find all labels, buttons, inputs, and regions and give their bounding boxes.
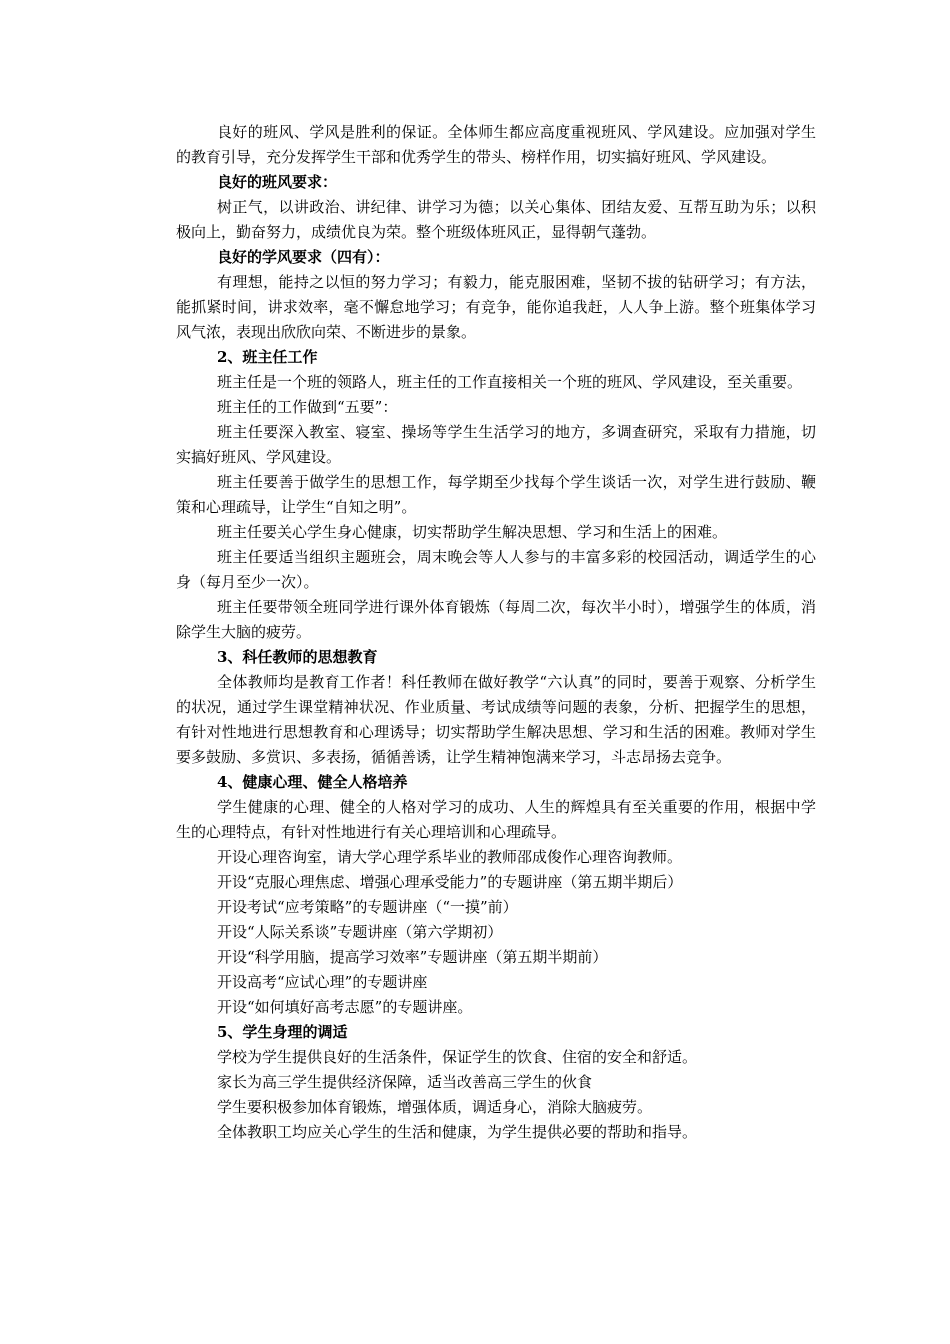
heading-section-3: 3、科任教师的思想教育	[217, 648, 378, 666]
paragraph-must-2: 班主任要善于做学生的思想工作，每学期至少找每个学生谈话一次，对学生进行鼓励、鞭策和心理疏导，让学生“自知之明”。	[176, 473, 816, 516]
heading-section-2: 2、班主任工作	[217, 348, 318, 366]
list-item-school-conditions: 学校为学生提供良好的生活条件，保证学生的饮食、住宿的安全和舒适。	[217, 1048, 698, 1066]
list-item-exam-strategy-lecture: 开设考试“应考策略”的专题讲座（“一摸”前）	[217, 898, 518, 916]
heading-section-5: 5、学生身理的调适	[217, 1023, 348, 1041]
list-item-brain-use-lecture: 开设“科学用脑，提高学习效率”专题讲座（第五期半期前）	[217, 948, 608, 966]
paragraph-must-5: 班主任要带领全班同学进行课外体育锻炼（每周二次，每次半小时），增强学生的体质，消除学生大脑的疲劳。	[176, 598, 816, 641]
paragraph-head-teacher-role: 班主任是一个班的领路人，班主任的工作直接相关一个班的班风、学风建设，至关重要。	[217, 373, 803, 391]
paragraph-must-4: 班主任要适当组织主题班会，周末晚会等人人参与的丰富多彩的校园活动，调适学生的心身（每月至少一次）。	[176, 548, 816, 591]
list-item-student-exercise: 学生要积极参加体育锻炼，增强体质，调适身心，消除大脑疲劳。	[217, 1098, 653, 1116]
paragraph-class-style-intro: 良好的班风、学风是胜利的保证。全体师生都应高度重视班风、学风建设。应加强对学生的教育引导，充分发挥学生干部和优秀学生的带头、榜样作用，切实搞好班风、学风建设。	[176, 123, 816, 166]
list-item-application-lecture: 开设“如何填好高考志愿”的专题讲座。	[217, 998, 473, 1016]
list-item-relationships-lecture: 开设“人际关系谈”专题讲座（第六学期初）	[217, 923, 503, 941]
paragraph-must-3: 班主任要关心学生身心健康，切实帮助学生解决思想、学习和生活上的困难。	[217, 523, 728, 541]
paragraph-subject-teachers: 全体教师均是教育工作者！科任教师在做好教学“六认真”的同时，要善于观察、分析学生的状况，通过学生课堂精神状况、作业质量、考试成绩等问题的表象，分析、把握学生的思想，有针对性地进行思想教育和心理诱导；切实帮助学生解决思想、学习和生活的困难。教师对学生要多鼓励、多赏识、多表扬，循循善诱，让学生精神饱满来学习，斗志昂扬去竞争。	[176, 673, 816, 766]
list-item-anxiety-lecture: 开设“克服心理焦虑、增强心理承受能力”的专题讲座（第五期半期后）	[217, 873, 683, 891]
heading-section-4: 4、健康心理、健全人格培养	[217, 773, 408, 791]
heading-study-style-requirements: 良好的学风要求（四有）：	[217, 248, 390, 266]
list-item-staff-care: 全体教职工均应关心学生的生活和健康，为学生提供必要的帮助和指导。	[217, 1123, 698, 1141]
paragraph-study-style-body: 有理想，能持之以恒的努力学习；有毅力，能克服困难，坚韧不拔的钻研学习；有方法，能抓紧时间，讲求效率，毫不懈怠地学习；有竞争，能你追我赶，人人争上游。整个班集体学习风气浓，表现出欣欣向荣、不断进步的景象。	[176, 273, 816, 341]
list-item-counseling-room: 开设心理咨询室，请大学心理学系毕业的教师邵成俊作心理咨询教师。	[217, 848, 683, 866]
paragraph-class-style-body: 树正气，以讲政治、讲纪律、讲学习为德；以关心集体、团结友爱、互帮互助为乐；以积极向上，勤奋努力，成绩优良为荣。整个班级体班风正，显得朝气蓬勃。	[176, 198, 816, 241]
list-item-parents-support: 家长为高三学生提供经济保障，适当改善高三学生的伙食	[217, 1073, 593, 1091]
paragraph-mental-health: 学生健康的心理、健全的人格对学习的成功、人生的辉煌具有至关重要的作用，根据中学生的心理特点，有针对性地进行有关心理培训和心理疏导。	[176, 798, 816, 841]
paragraph-five-musts: 班主任的工作做到“五要”：	[217, 398, 398, 416]
document-page	[176, 120, 816, 1145]
paragraph-must-1: 班主任要深入教室、寝室、操场等学生生活学习的地方，多调查研究，采取有力措施，切实搞好班风、学风建设。	[176, 423, 816, 466]
heading-class-style-requirements: 良好的班风要求：	[217, 173, 338, 191]
list-item-exam-psychology-lecture: 开设高考“应试心理”的专题讲座	[217, 973, 428, 991]
